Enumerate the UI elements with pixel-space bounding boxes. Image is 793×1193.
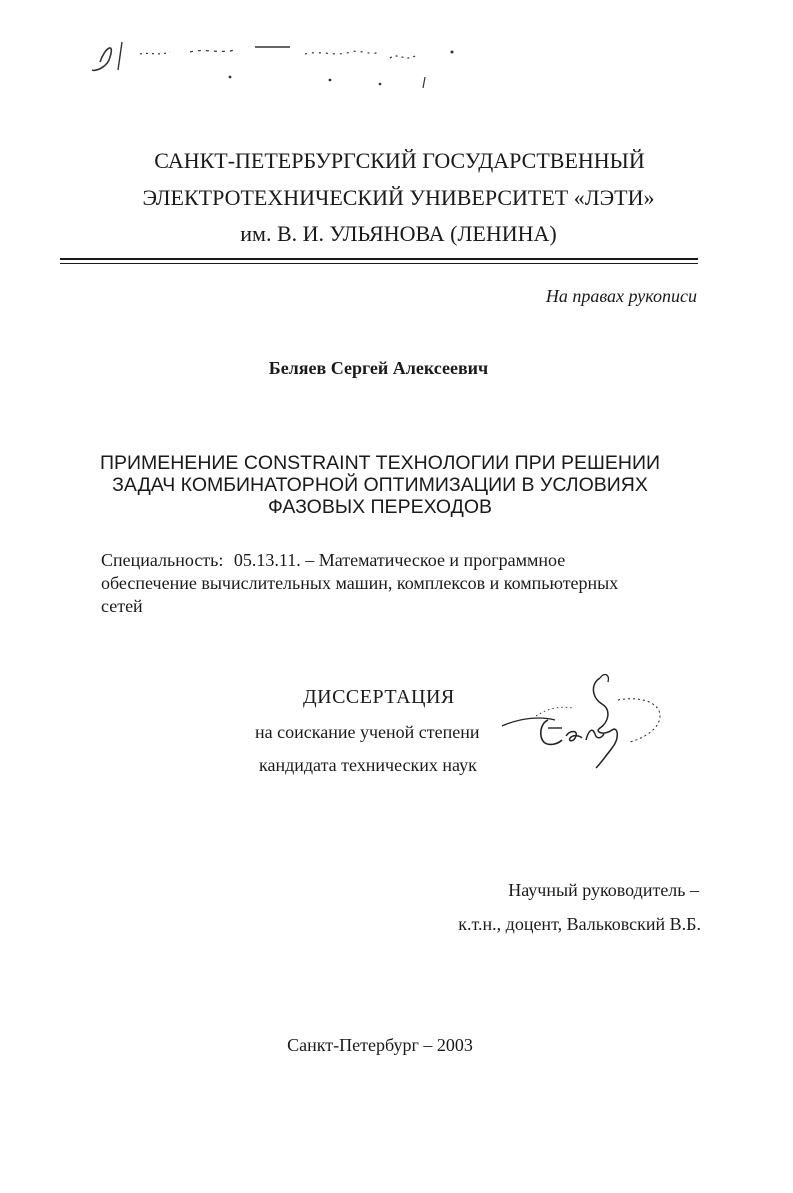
- specialty-line-2: обеспечение вычислительных машин, комплексов и компьютерных: [101, 573, 619, 593]
- university-name-line-3: им. В. И. УЛЬЯНОВА (ЛЕНИНА): [240, 221, 557, 246]
- supervisor-label: Научный руководитель –: [508, 880, 699, 900]
- header-divider-thin: [60, 263, 698, 264]
- specialty-line-1: [101, 549, 701, 572]
- handwritten-signature: [500, 668, 680, 778]
- rights-notice: На правах рукописи: [545, 286, 697, 306]
- university-name-line-1: САНКТ-ПЕТЕРБУРГСКИЙ ГОСУДАРСТВЕННЫЙ: [154, 148, 645, 173]
- supervisor-name: к.т.н., доцент, Вальковский В.Б.: [458, 914, 701, 934]
- thesis-type: ДИССЕРТАЦИЯ: [303, 686, 455, 708]
- degree-line-2: кандидата технических наук: [259, 755, 477, 775]
- university-name-line-2: ЭЛЕКТРОТЕХНИЧЕСКИЙ УНИВЕРСИТЕТ «ЛЭТИ»: [142, 185, 655, 210]
- handwritten-scribble: [80, 22, 480, 92]
- thesis-title-line-2: ЗАДАЧ КОМБИНАТОРНОЙ ОПТИМИЗАЦИИ В УСЛОВИЯХ: [112, 474, 648, 496]
- specialty-code: 05.13.11.: [233, 550, 301, 570]
- author-name: Беляев Сергей Алексеевич: [268, 358, 489, 378]
- specialty-name-start: – Математическое и программное: [305, 550, 566, 570]
- specialty-label: Специальность:: [101, 550, 224, 570]
- degree-line-1: на соискание ученой степени: [255, 722, 480, 742]
- thesis-title-line-3: ФАЗОВЫХ ПЕРЕХОДОВ: [267, 496, 493, 518]
- specialty-line-3: сетей: [101, 596, 143, 616]
- thesis-title-line-1: ПРИМЕНЕНИЕ CONSTRAINT ТЕХНОЛОГИИ ПРИ РЕШЕНИИ: [99, 452, 661, 474]
- specialty-block: [101, 549, 701, 618]
- header-divider-thick: [60, 258, 698, 260]
- city-and-year: Санкт-Петербург – 2003: [287, 1035, 473, 1055]
- thesis-title: [70, 452, 690, 518]
